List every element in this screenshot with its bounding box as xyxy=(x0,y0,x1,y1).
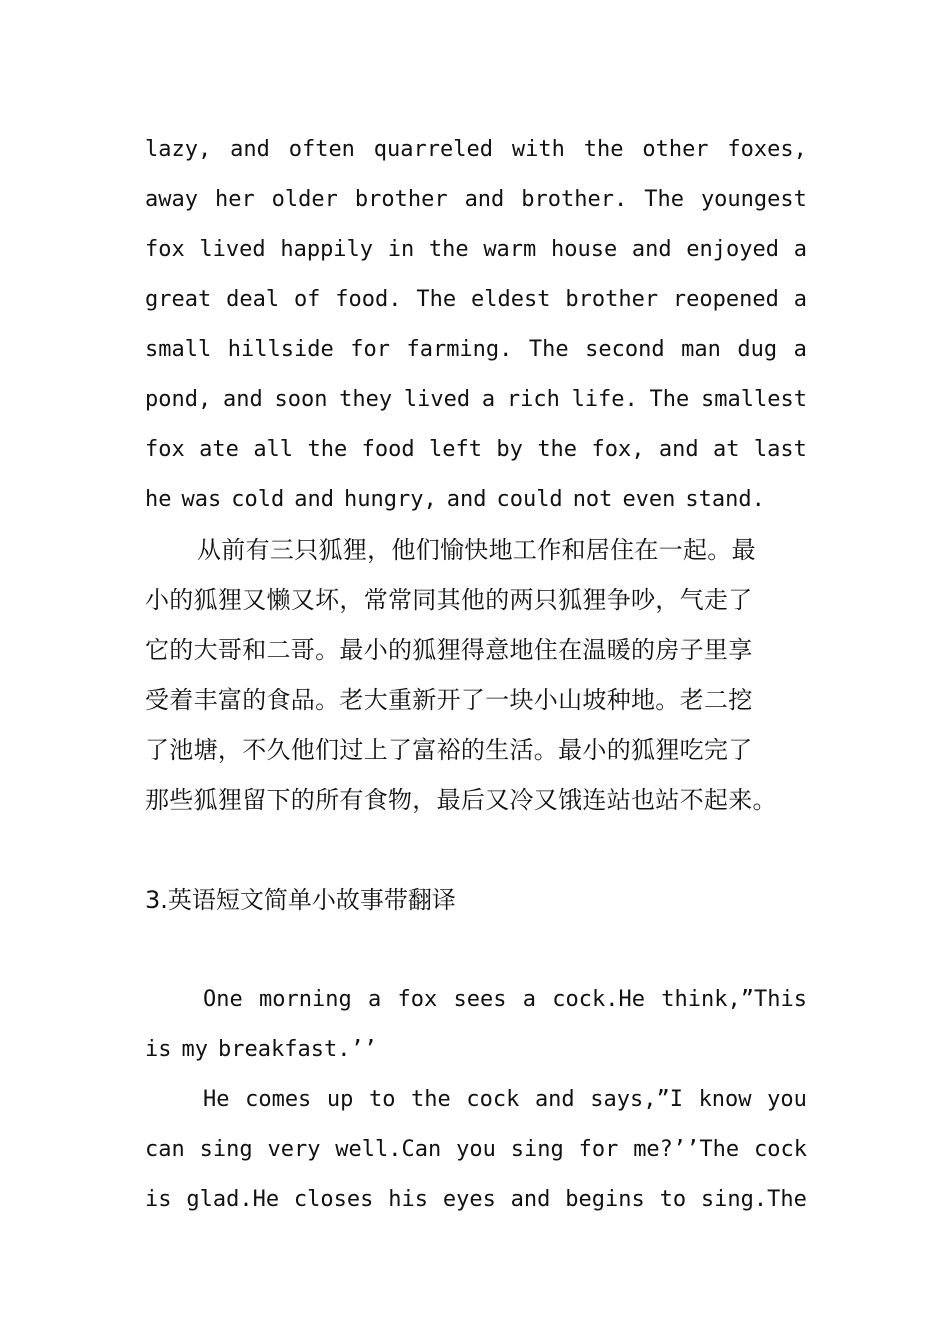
word: the xyxy=(411,1087,451,1112)
word: The xyxy=(649,387,690,412)
word: her xyxy=(214,187,255,212)
word: brother xyxy=(565,287,659,312)
word: small xyxy=(145,337,212,362)
word: foxes, xyxy=(727,137,807,162)
word: fox, xyxy=(591,437,645,462)
word: eldest xyxy=(471,287,551,312)
word: a xyxy=(368,987,382,1012)
word: rich xyxy=(506,387,560,412)
word: is xyxy=(145,1037,172,1062)
word: for xyxy=(350,337,390,362)
word: One xyxy=(203,987,243,1012)
word: to xyxy=(659,1187,687,1212)
word: man xyxy=(681,337,721,362)
word: begins xyxy=(565,1187,645,1212)
word: house xyxy=(550,237,618,262)
word: The xyxy=(416,287,457,312)
word: cock xyxy=(466,1087,520,1112)
word: up xyxy=(326,1087,354,1112)
word: a xyxy=(522,987,537,1012)
word: not xyxy=(572,487,613,512)
word: his xyxy=(388,1187,428,1212)
word: comes xyxy=(245,1087,312,1112)
text-line: 了池塘，不久他们过上了富裕的生活。最小的狐狸吃完了 xyxy=(145,736,753,764)
word: a xyxy=(481,387,496,412)
word: you xyxy=(767,1087,807,1112)
word: lived xyxy=(403,387,471,412)
text-line xyxy=(145,225,807,275)
word: and xyxy=(294,487,334,512)
word: hungry, xyxy=(343,487,437,512)
text-line xyxy=(145,125,807,175)
word: and xyxy=(534,1087,575,1112)
word: fox xyxy=(145,237,185,262)
word: life. xyxy=(571,387,638,412)
text-line xyxy=(145,275,807,325)
text-line xyxy=(145,325,807,375)
word: was xyxy=(181,487,222,512)
word: is xyxy=(145,1187,172,1212)
word: cold xyxy=(231,487,285,512)
word: a xyxy=(793,237,807,262)
word: great xyxy=(145,287,212,312)
word: me?’’The xyxy=(633,1137,740,1162)
word: at xyxy=(713,437,740,462)
word: eyes xyxy=(442,1187,496,1212)
word: he xyxy=(145,487,172,512)
word: cock.He xyxy=(552,987,646,1012)
word: soon xyxy=(274,387,328,412)
word: morning xyxy=(259,987,352,1012)
word: and xyxy=(464,187,505,212)
word: second xyxy=(585,337,665,362)
word: hillside xyxy=(227,337,334,362)
word: brother. xyxy=(521,187,628,212)
word: glad.He xyxy=(186,1187,280,1212)
word: lazy, xyxy=(145,137,212,162)
word: closes xyxy=(293,1187,374,1212)
word: could xyxy=(496,487,563,512)
word: fox xyxy=(397,987,438,1012)
word: quarreled xyxy=(373,137,494,162)
text-line: 小的狐狸又懒又坏，常常同其他的两只狐狸争吵，气走了 xyxy=(145,586,753,614)
section-heading: 3.英语短文简单小故事带翻译 xyxy=(145,886,456,914)
text-line xyxy=(145,1075,807,1125)
word: think,”This xyxy=(661,987,807,1012)
word: last xyxy=(753,437,807,462)
text-line: 那些狐狸留下的所有食物，最后又冷又饿连站也站不起来。 xyxy=(145,786,777,814)
word: well.Can xyxy=(335,1137,442,1162)
word: in xyxy=(387,237,415,262)
word: and xyxy=(658,437,699,462)
text-line: 它的大哥和二哥。最小的狐狸得意地住在温暖的房子里享 xyxy=(145,636,753,664)
word: He xyxy=(203,1087,230,1112)
word: older xyxy=(271,187,338,212)
word: of xyxy=(293,287,321,312)
word: sing xyxy=(199,1137,253,1162)
word: other xyxy=(642,137,709,162)
word: and xyxy=(510,1187,551,1212)
word: the xyxy=(537,437,578,462)
word: they xyxy=(339,387,393,412)
word: dug xyxy=(737,337,778,362)
word: sing.The xyxy=(700,1187,807,1212)
english-paragraph-1 xyxy=(145,125,807,525)
word: the xyxy=(307,437,348,462)
word: food xyxy=(361,437,415,462)
chinese-translation-1 xyxy=(145,525,807,825)
word: breakfast.’’ xyxy=(218,1037,377,1062)
word: often xyxy=(288,137,355,162)
word: pond, xyxy=(145,387,212,412)
word: farming. xyxy=(406,337,513,362)
word: even xyxy=(622,487,676,512)
word: with xyxy=(511,137,565,162)
word: reopened xyxy=(672,287,779,312)
word: and xyxy=(631,237,672,262)
word: lived xyxy=(199,237,266,262)
word: fox xyxy=(145,437,185,462)
text-line xyxy=(145,1025,807,1075)
word: the xyxy=(583,137,624,162)
text-line xyxy=(145,425,807,475)
word: by xyxy=(496,437,523,462)
word: the xyxy=(428,237,469,262)
word: away xyxy=(145,187,198,212)
word: youngest xyxy=(700,187,807,212)
text-line xyxy=(145,475,807,525)
word: and xyxy=(222,387,263,412)
text-line xyxy=(145,975,807,1025)
word: all xyxy=(253,437,294,462)
word: sees xyxy=(453,987,507,1012)
word: enjoyed xyxy=(686,237,780,262)
word: know xyxy=(698,1087,752,1112)
word: ate xyxy=(199,437,239,462)
text-line xyxy=(145,375,807,425)
word: stand. xyxy=(685,487,765,512)
word: left xyxy=(429,437,482,462)
english-story xyxy=(145,975,807,1225)
word: to xyxy=(368,1087,396,1112)
word: and xyxy=(230,137,270,162)
text-line: 受着丰富的食品。老大重新开了一块小山坡种地。老二挖 xyxy=(145,686,753,714)
text-line xyxy=(145,1125,807,1175)
word: a xyxy=(793,287,807,312)
word: for xyxy=(578,1137,619,1162)
word: deal xyxy=(226,287,280,312)
word: smallest xyxy=(701,387,807,412)
word: The xyxy=(644,187,684,212)
word: you xyxy=(456,1137,496,1162)
word: brother xyxy=(354,187,448,212)
word: happily xyxy=(280,237,374,262)
word: very xyxy=(267,1137,321,1162)
document-page xyxy=(145,125,807,1225)
text-line: 从前有三只狐狸，他们愉快地工作和居住在一起。最 xyxy=(197,536,756,564)
word: food. xyxy=(335,287,402,312)
word: my xyxy=(181,1037,208,1062)
word: can xyxy=(145,1137,185,1162)
spacer xyxy=(145,925,807,975)
word: says,”I xyxy=(590,1087,683,1112)
word: warm xyxy=(483,237,537,262)
text-line xyxy=(145,1175,807,1225)
word: and xyxy=(446,487,487,512)
word: a xyxy=(793,337,807,362)
word: cock xyxy=(754,1137,807,1162)
word: The xyxy=(528,337,569,362)
word: sing xyxy=(510,1137,564,1162)
text-line xyxy=(145,175,807,225)
